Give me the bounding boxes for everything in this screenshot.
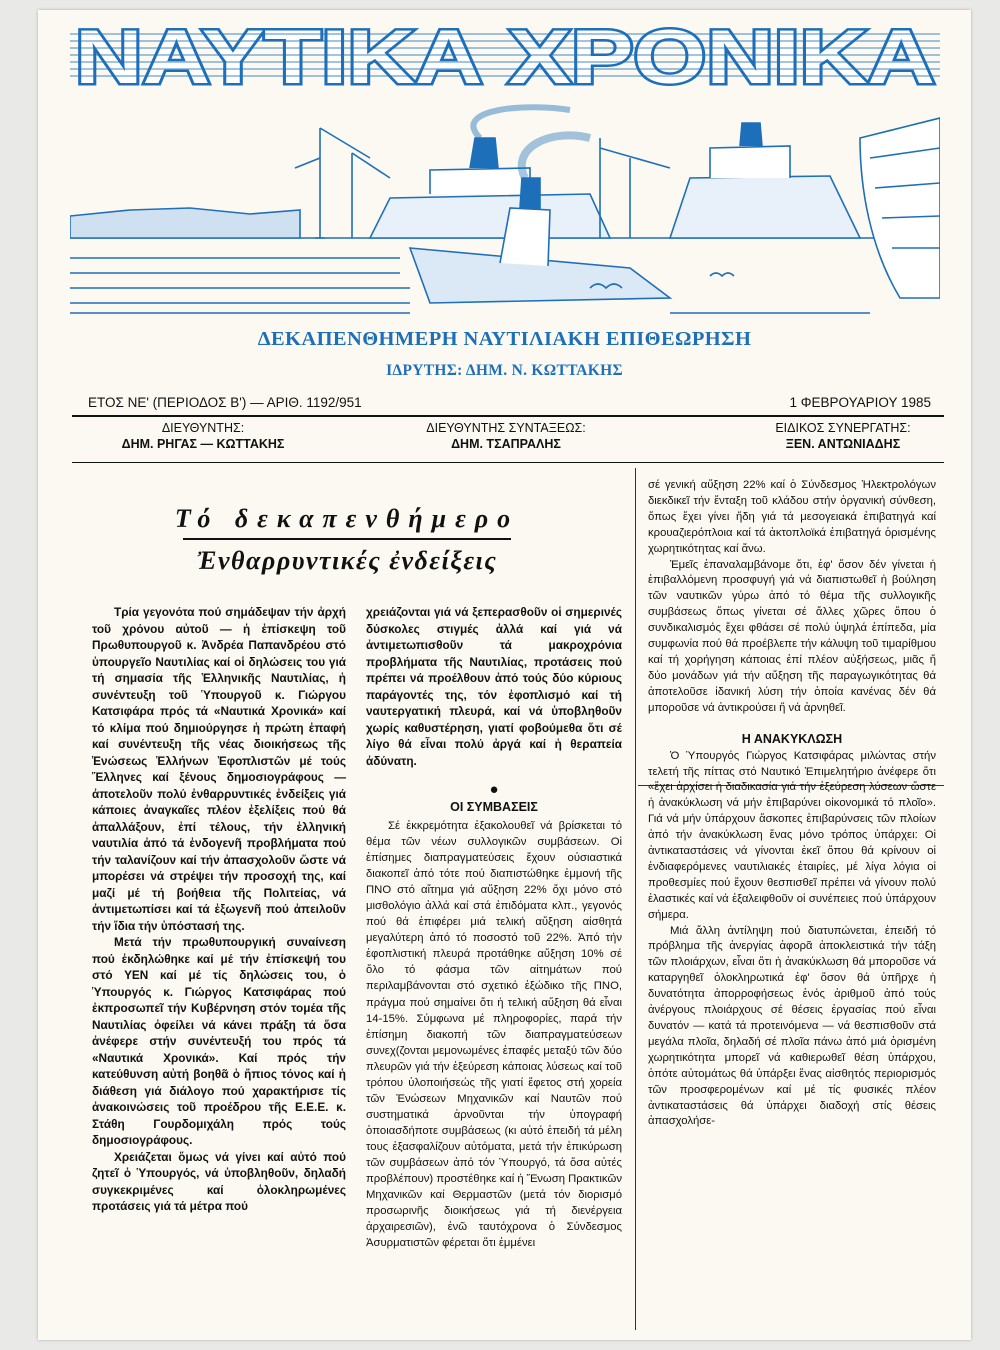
section-title-recycling: Η ΑΝΑΚΥΚΛΩΣΗ — [741, 731, 843, 746]
staff-special-contributor — [748, 420, 938, 452]
paragraph: Χρειάζεται ὅμως νά γίνει καί αὐτό πού ζητεῖ ὁ Ὑπουργός, νά ὑποβληθοῦν, δηλαδή συγκεκριμένες καί ὁλοκληρωμένες προτάσεις γιά τά μέτρα πού — [92, 1149, 346, 1213]
article-column-2 — [366, 604, 622, 1251]
header-rule-top — [72, 415, 944, 417]
article-column-3 — [648, 478, 936, 1130]
staff-managing-editor — [396, 420, 616, 452]
founder-line: ΙΔΡΥΤΗΣ: ΔΗΜ. Ν. ΚΩΤΤΑΚΗΣ — [386, 362, 623, 379]
paragraph: Μιά ἄλλη ἀντίληψη πού διατυπώνεται, ἐπειδή τό πρόβλημα τῆς ἀνεργίας ἀφορᾶ ἀποκλειστικά τήν τάξη τῶν πλοιάρχων, εἶναι ὅτι ἡ ἀνακύκλωση θά μποροῦσε νά καταργηθεῖ ὁλοκληρωτικά ἐφ' ὅσον θά ὑπῆρχε ἡ δυνατότητα ἀπορροφήσεως ἑνός ἀριθμοῦ ἀπό τούς ἀνέργους πλοιάρχους σέ θέσεις ἐργασίας πού εἶναι δυνατόν — κατά τά προτεινόμενα — νά θεσπισθοῦν στά μεγάλα πλοῖα, δηλαδή σέ πλοῖα πάνω ἀπό μιά ὁρισμένη χωρητικότητα μπορεῖ νά καθιερωθεῖ θέση ὑπάρχου, ὁπότε αὐτομάτως θά ὑπάρξει ἕνας αἰσθητός περιορισμός τῶν προσφερομένων καί μέ τίς φυσικές πλέον ἀντικαταστάσεις θά ὑπάρχει διαδοχή στίς θέσεις ἀπασχολήσε- — [648, 924, 936, 1128]
article-headline: Τό δεκαπενθήμερο — [174, 504, 520, 533]
paragraph: Ὁ Ὑπουργός Γιώργος Κατσιφάρας μιλώντας στήν τελετή τῆς πίττας στό Ναυτικό Ἐπιμελητήριο ἀνέφερε ὅτι «ἔχει ἀρχίσει ἡ διαδικασία γιά τήν ἐξεύρεση λύσεων ὥστε ἡ ἀνακύκλωση νά μήν ἐπιβαρύνει οἰκονομικά τό πλοῖο». Γιά νά μήν ὑπάρχουν ἄσκοπες ἐπιβαρύνσεις τῶν πλοίων ἀπό τήν ἀνακύκλωση ἕνας μόνο τρόπος ὑπάρχει: Οἱ ἀντικαταστάσεις νά γίνονται ἐκεῖ ὅπου θά κρίνουν οἱ ἐνδιαφερόμενες ναυτιλιακές ἑταιρίες, μέ λίγα λόγια οἱ προθεσμίες πού ἔχουν θεσπισθεῖ πρέπει νά γίνουν πολύ ἐλαστικές καί νά ἐξαλειφθοῦν οἱ συνέπειες πού ὑπάρχουν σήμερα. — [648, 749, 936, 921]
section-contracts-body — [366, 818, 622, 1251]
staff-role: ΔΙΕΥΘΥΝΤΗΣ: — [161, 421, 245, 435]
paragraph: Σέ ἐκκρεμότητα ἐξακολουθεῖ νά βρίσκεται τό θέμα τῶν νέων συλλογικῶν συμβάσεων. Οἱ ἐπίσημες διαπραγματεύσεις ἔχουν οὐσιαστικά διακοπεῖ ἀπό τότε πού διαπιστώθηκε ἐμμονή τῆς ΠΝΟ στό αἴτημα γιά αὔξηση 22% ὄχι μόνο στό μισθολόγιο ἀλλά καί στά ἐπιδόματα κλπ., γεγονός πού θά ἐπιφέρει μιά τελική αὔξηση αἰσθητά μεγαλύτερη ἀπό τό ποσοστό τοῦ 22%. Ἀπό τήν ἐφοπλιστική πλευρά προτάθηκε αὔξηση 10% σέ ὅλο τό φάσμα τῶν αἰτημάτων πού περιλαμβάνονται στό σχετικό ἐξώδικο τῆς ΠΝΟ, πράγμα πού σημαίνει ὅτι ἡ τελική αὔξηση θά εἶναι 14-15%. Σύμφωνα μέ πληροφορίες, παρά τήν ἐπίσημη διακοπή τῶν διαπραγματεύσεων συνεχ(ζονται μεμονωμένες ἐπαφές μεταξύ τῶν δύο πλευρῶν γιά τήν ἐξεύρεση κάποιας λύσεως καί τοῦ τρόπου ὑλοποιήσεώς τῆς γιατί ἔφετος στή χορεία τῶν Ἑνώσεων Μηχανικῶν καί Ναυτῶν πού συστηματικά ἀρνοῦνται τήν ὑπογραφή ὁποιασδήποτε συμβάσεως (κι αὐτό ἐπειδή τά μέλη τους ἐξασφαλίζουν αὐτόματα, μετά τήν ἐπικύρωση τῶν συμβάσεων ἀπό τόν Ὑπουργό, τά ὅσα αὐτές προβλέπουν) προστέθηκε καί ἡ Ἕνωση Πρακτικῶν Μηχανικῶν καί Θερμαστῶν (μετά τόν διορισμό προσωρινῆς διοικήσεως γιά τή διενέργεια ἀρχαιρεσιῶν), ἐνῶ ταυτόχρονα ὁ Σύνδεσμος Ἀσυρματιστῶν φέρεται ὅτι ἐμμένει — [366, 820, 623, 1250]
column-divider — [635, 468, 636, 1330]
article-column-1 — [92, 604, 346, 1215]
bullet-separator-icon: ● — [489, 781, 499, 798]
paragraph: σέ γενική αὔξηση 22% καί ὁ Σύνδεσμος Ἠλεκτρολόγων διεκδικεῖ τήν ἔνταξη τοῦ κλάδου στήν ὀργανική σύνθεση, ὅπως ἔχει γίνει ἤδη γιά τά μεσογειακά ἐπιβατηγά καί κρουαζιερόπλοια καί τά ἀκτοπλοϊκά ἐπιβατηγά ὁρισμένης χωρητικότητας καί ἄνω. — [648, 479, 936, 555]
header-rule-bottom — [72, 462, 944, 463]
staff-director — [108, 420, 298, 452]
column-2-intro — [366, 604, 622, 769]
masthead-hatching — [70, 34, 940, 76]
masthead-title — [70, 20, 940, 94]
paragraph: Ἐμεῖς ἐπαναλαμβάνομε ὅτι, ἐφ' ὅσον δέν γίνεται ἡ ἐπιβαλλόμενη προσφυγή γιά νά διαπιστωθεῖ ἡ βούληση τῶν ναυτικῶν γύρω ἀπό τό θέμα τῆς συλλογικῆς συμβάσεως ὅπως γίνεται σέ ἄλλες χῶρες ὅπου ὁ συνδικαλισμός ἔχει φθάσει σέ πολύ ὑψηλά ἐπίπεδα, μία συμφωνία πού θά προέβλεπε τήν κάλυψη τοῦ τιμαρίθμου καί τή χορήγηση κάποιας ἐπί πλέον αὐξήσεως, μιᾶς ἤ δύο μονάδων γιά τήν αὔξηση τῆς παραγωγικότητας θά ἀποτελοῦσε ἰδανική λύση τήν ὁποία κανένας δέν θά μποροῦσε νά ἀντικρούσει ἤ νά ἀρνηθεῖ. — [648, 558, 936, 714]
paragraph: χρειάζονται γιά νά ξεπερασθοῦν οἱ σημερινές δύσκολες στιγμές ἀλλά καί γιά νά ἀντιμετωπισθοῦν τά μακροχρόνια προβλήματα τῆς Ναυτιλίας, προτάσεις πού πρέπει νά προέλθουν ἀπό τούς δύο κύριους παράγοντές της, τόν ἐφοπλισμό καί τή ναυτεργατική πλευρά, καί νά ὑποβληθοῦν χωρίς καθυστέρηση, γιατί φοβούμεθα ὅτι σέ λίγο θά εἶναι πολύ ἀργά καί ἡ θεραπεία ἀδύνατη. — [366, 605, 622, 768]
staff-role: ΔΙΕΥΘΥΝΤΗΣ ΣΥΝΤΑΞΕΩΣ: — [426, 421, 586, 435]
article-subheadline: Ἐνθαρρυντικές ἐνδείξεις — [196, 546, 498, 575]
paragraph: Τρία γεγονότα πού σημάδεψαν τήν ἀρχή τοῦ χρόνου αὐτοῦ — ἡ ἐπίσκεψη τοῦ Πρωθυπουργοῦ κ. Ἀνδρέα Παπανδρέου στό ὑπουργεῖο Ναυτιλίας καί οἱ δηλώσεις του γιά τή σημασία τῆς Ἑλληνικῆς Ναυτιλίας, ἡ συνέντευξη τοῦ Ὑπουργοῦ κ. Γιώργου Κατσιφάρα πρός τά «Ναυτικά Χρονικά» καί τό κλίμα πού δημιούργησε ἡ πρώτη ἐπαφή καί συνέντευξη τῆς νέας διοικήσεως τῆς Ἑνώσεως Ἑλλήνων Ἐφοπλιστῶν μέ τούς Ἕλληνες καί ξένους δημοσιογράφους — ἀποτελοῦν πολύ ἐνθαρρυντικές ἐνδείξεις γιά κάποιες ἀναγκαῖες πλέον ἐξελίξεις πού θά ἀπαλλάξουν, ἐπί τέλους, τήν ἑλληνική ναυτιλία ἀπό τά ἐνδογενῆ προβλήματα πού τήν ταλανίζουν καί τήν ἀπασχολοῦν ὥστε νά μπορέσει νά στρέψει τήν προσοχή της, καί μαζί μέ τή βοήθεια τῆς Πολιτείας, νά ἀντιμετωπίσει καί τά ἐξωγενῆ πού ἀπειλοῦν τήν ἴδια τήν ὑπόστασή της. — [92, 605, 346, 933]
staff-name: ΔΗΜ. ΡΗΓΑΣ — ΚΩΤΤΑΚΗΣ — [121, 437, 285, 451]
harbor-ships-illustration — [70, 98, 940, 316]
staff-name: ΔΗΜ. ΤΣΑΠΡΑΛΗΣ — [451, 437, 561, 451]
paragraph: Μετά τήν πρωθυπουργική συναίνεση πού ἐκδηλώθηκε καί μέ τήν ἐπίσκεψή του στό ΥΕΝ καί μέ τίς δηλώσεις του, ὁ Ὑπουργός κ. Γιώργος Κατσιφάρας πού ἐκπροσωπεῖ τήν Κυβέρνηση στόν τομέα τῆς Ναυτιλίας ὀφείλει νά κάνει πράξη τά ὅσα ἀνέφερε στήν συνέντευξή του πρός τά «Ναυτικά Χρονικά». Καί πρός τήν κατεύθυνση αὐτή βοηθᾶ ὁ ἤπιος τόνος καί ἡ διάθεση γιά διάλογο πού χαρακτήρισε τίς ἀνακοινώσεις τοῦ προέδρου τῆς Ε.Ε.Ε. κ. Στάθη Γουρδομιχάλη πρός τούς δημοσιογράφους. — [92, 935, 346, 1147]
headline-underline — [183, 538, 511, 540]
staff-name: ΞΕΝ. ΑΝΤΩΝΙΑΔΗΣ — [785, 437, 901, 451]
masthead-title-text: ΝΑΥΤΙΚΑ ΧΡΟΝΙΚΑ — [75, 20, 935, 94]
masthead-subtitle: ΔΕΚΑΠΕΝΘΗΜΕΡΗ ΝΑΥΤΙΛΙΑΚΗ ΕΠΙΘΕΩΡΗΣΗ — [257, 328, 752, 350]
section-title-contracts: ΟΙ ΣΥΜΒΑΣΕΙΣ — [450, 800, 538, 814]
issue-number: ΕΤΟΣ ΝΕ' (ΠΕΡΙΟΔΟΣ Β') — ΑΡΙΘ. 1192/951 — [88, 395, 362, 410]
staff-role: ΕΙΔΙΚΟΣ ΣΥΝΕΡΓΑΤΗΣ: — [775, 421, 911, 435]
issue-date: 1 ΦΕΒΡΟΥΑΡΙΟΥ 1985 — [789, 395, 931, 410]
newspaper-page — [38, 10, 971, 1340]
